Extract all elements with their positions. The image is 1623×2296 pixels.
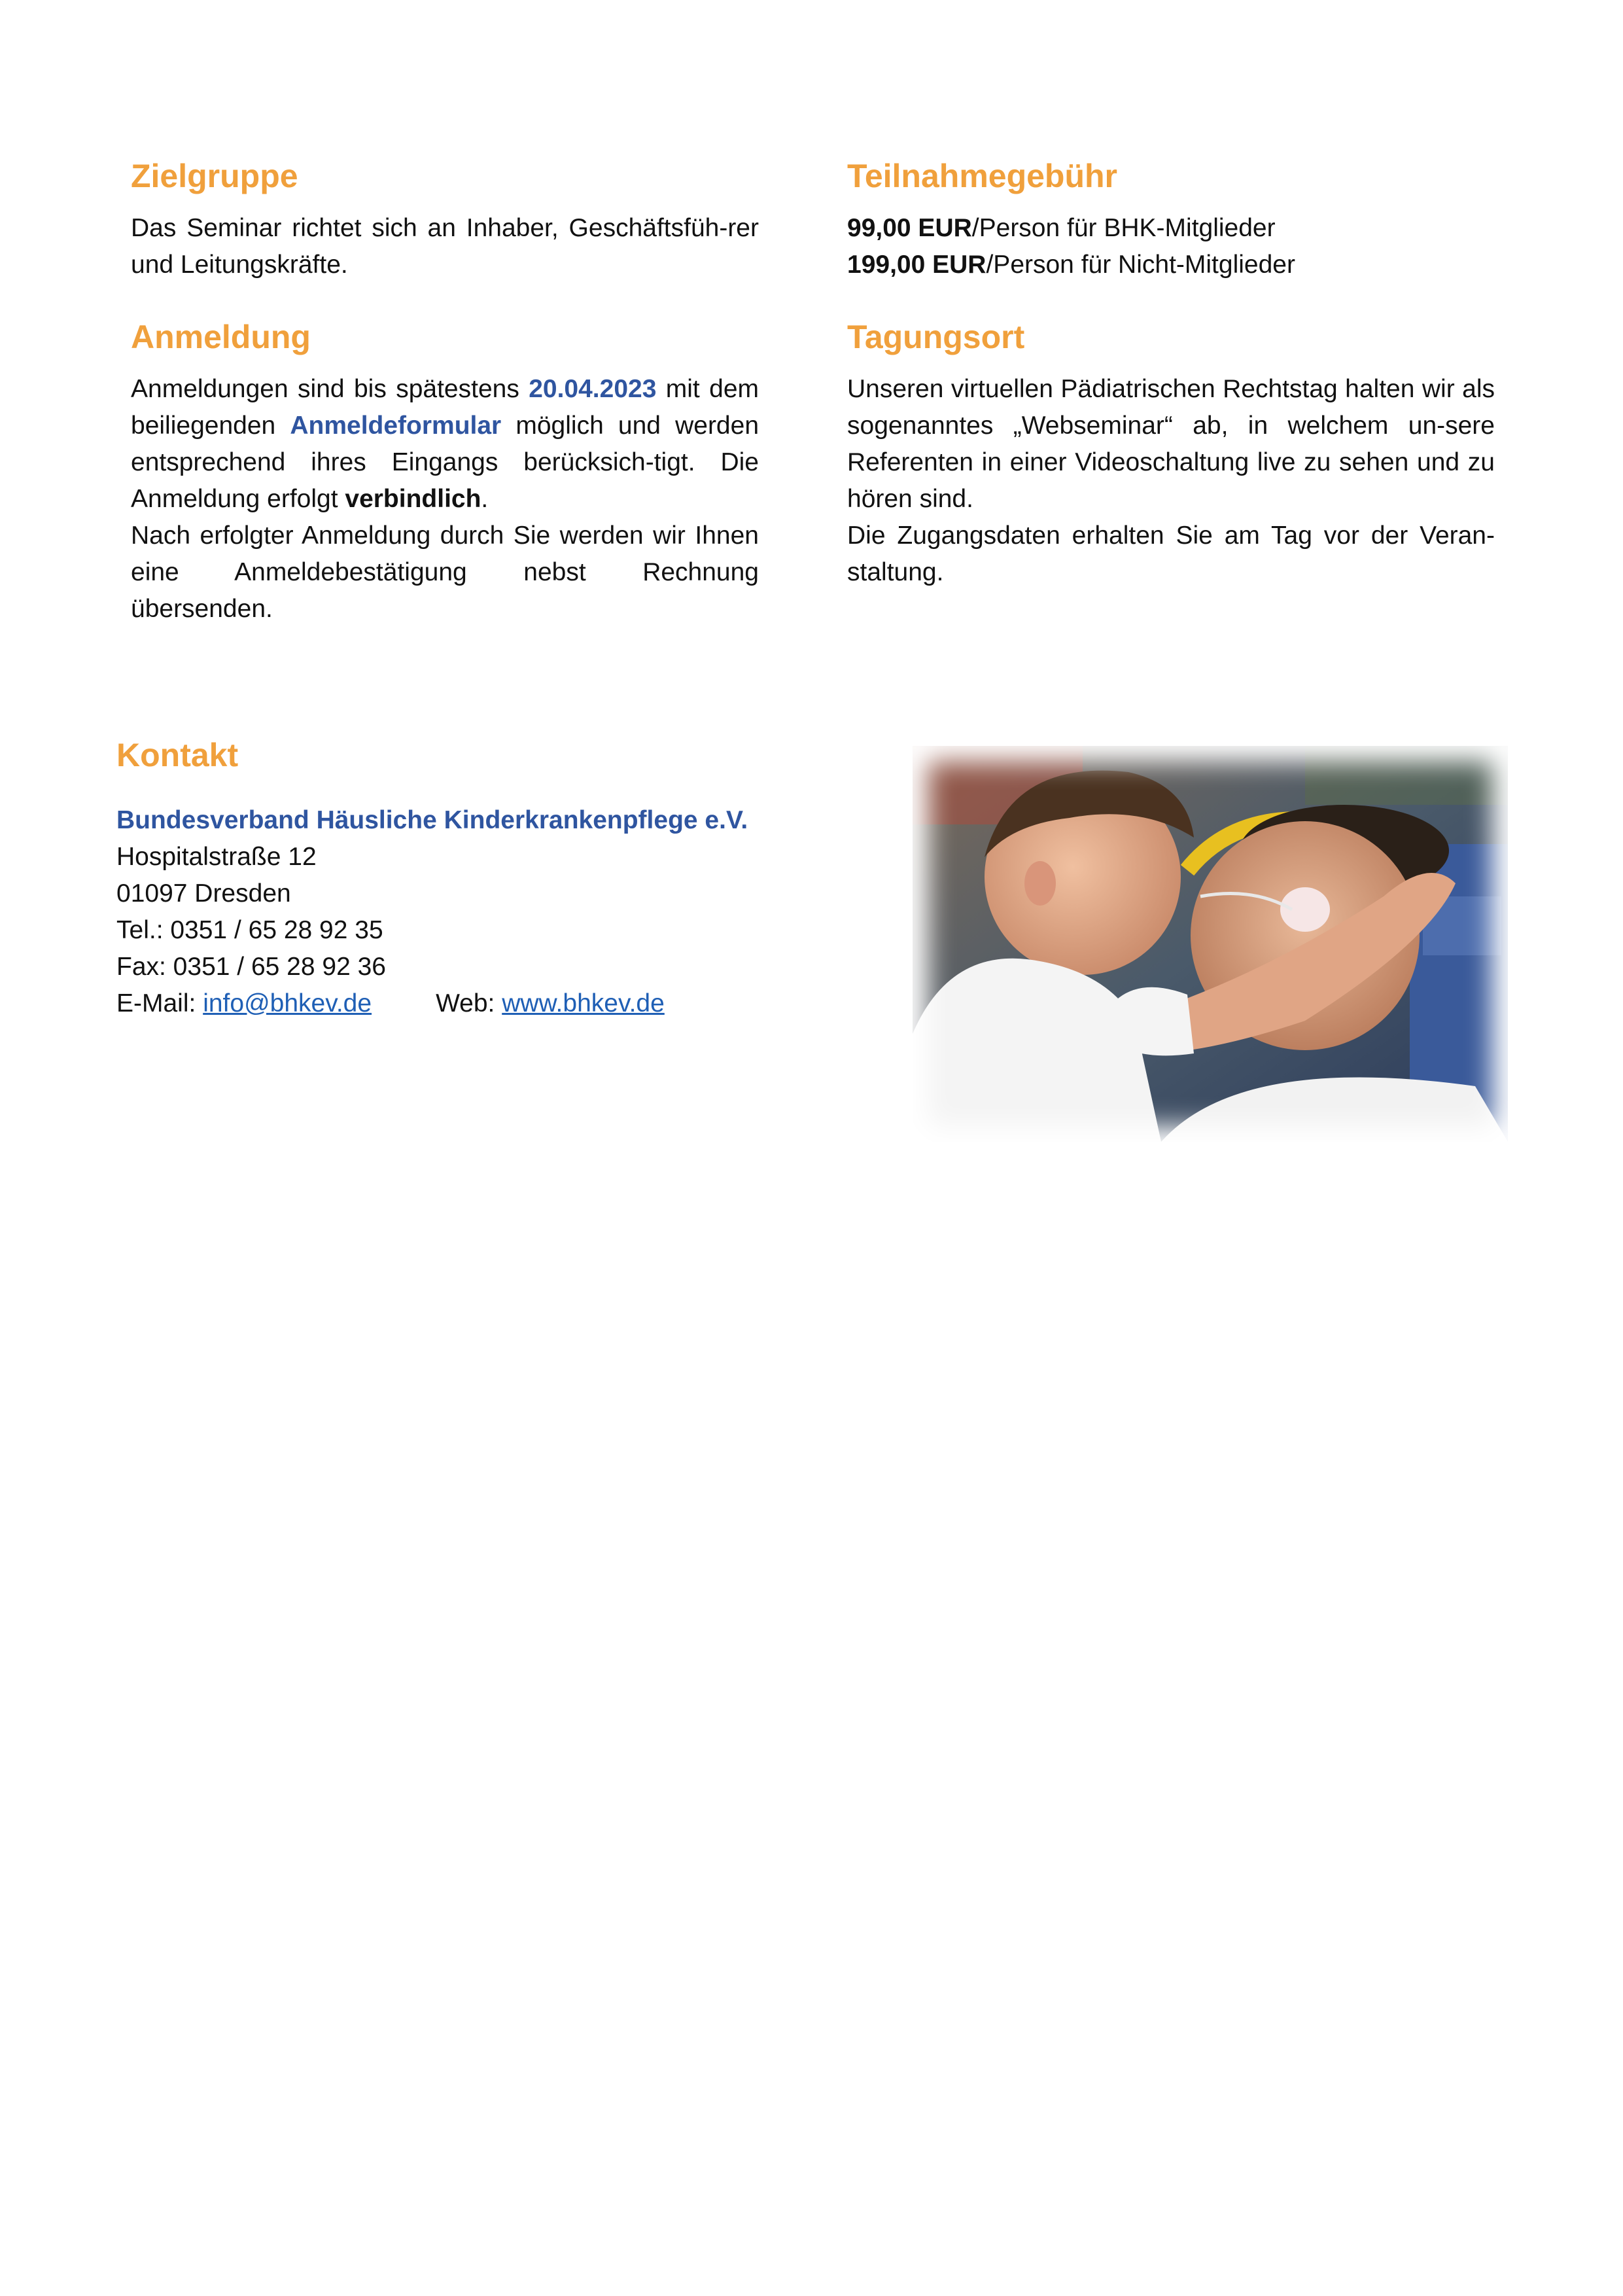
photo-two-children-hugging-icon xyxy=(913,746,1508,1142)
anmeldung-text-1: Anmeldungen sind bis spätestens xyxy=(131,375,529,403)
anmeldung-text-3: möglich und werden entsprechend ihres Eingangs berücksich-tigt. Die Anmeldung erfolgt xyxy=(131,412,759,513)
website-link[interactable]: www.bhkev.de xyxy=(502,989,665,1017)
zielgruppe-text: Das Seminar richtet sich an Inhaber, Geschäftsfüh-rer und Leitungskräfte. xyxy=(131,214,759,279)
anmeldeformular-link[interactable]: Anmeldeformular xyxy=(290,412,502,440)
contact-links-line xyxy=(116,985,836,1022)
address-street: Hospitalstraße 12 xyxy=(116,843,317,871)
children-photo xyxy=(913,746,1508,1142)
price-nonmembers-amount: 199,00 EUR xyxy=(847,251,986,279)
right-column xyxy=(847,154,1495,591)
anmeldung-text xyxy=(131,371,759,518)
fax-number: Fax: 0351 / 65 28 92 36 xyxy=(116,953,386,981)
zielgruppe-heading: Zielgruppe xyxy=(131,158,298,194)
price-nonmembers xyxy=(847,247,1495,283)
left-column xyxy=(131,154,759,627)
tagungsort-text: Unseren virtuellen Pädiatrischen Rechtstag halten wir als sogenanntes „Webseminar“ ab, in welchem un-sere Referenten in einer Videoschaltung live zu sehen und zu hören sind. xyxy=(847,375,1495,513)
teilnahme-heading: Teilnahmegebühr xyxy=(847,158,1118,194)
address-city: 01097 Dresden xyxy=(116,879,291,908)
email-label: E-Mail: xyxy=(116,989,203,1017)
phone-number: Tel.: 0351 / 65 28 92 35 xyxy=(116,916,383,944)
anmeldung-confirmation-text: Nach erfolgter Anmeldung durch Sie werden wir Ihnen eine Anmeldebestätigung nebst Rechnung übersenden. xyxy=(131,521,759,623)
email-link[interactable]: info@bhkev.de xyxy=(203,989,372,1017)
web-label: Web: xyxy=(436,989,502,1017)
organization-name: Bundesverband Häusliche Kinderkrankenpflege e.V. xyxy=(116,806,748,834)
anmeldung-text-2: mit dem beiliegenden xyxy=(131,375,759,440)
price-nonmembers-label: /Person für Nicht-Mitglieder xyxy=(986,251,1295,279)
tagungsort-access-text: Die Zugangsdaten erhalten Sie am Tag vor der Veran-staltung. xyxy=(847,521,1495,586)
price-members-label: /Person für BHK-Mitglieder xyxy=(971,214,1276,242)
tagungsort-heading: Tagungsort xyxy=(847,319,1025,355)
anmeldung-text-4: . xyxy=(481,485,489,513)
anmeldung-binding: verbindlich xyxy=(345,485,481,513)
anmeldung-heading: Anmeldung xyxy=(131,319,311,355)
price-members-amount: 99,00 EUR xyxy=(847,214,972,242)
anmeldung-deadline: 20.04.2023 xyxy=(529,375,657,403)
kontakt-section xyxy=(116,733,836,1022)
price-members xyxy=(847,210,1495,247)
kontakt-heading: Kontakt xyxy=(116,737,239,773)
